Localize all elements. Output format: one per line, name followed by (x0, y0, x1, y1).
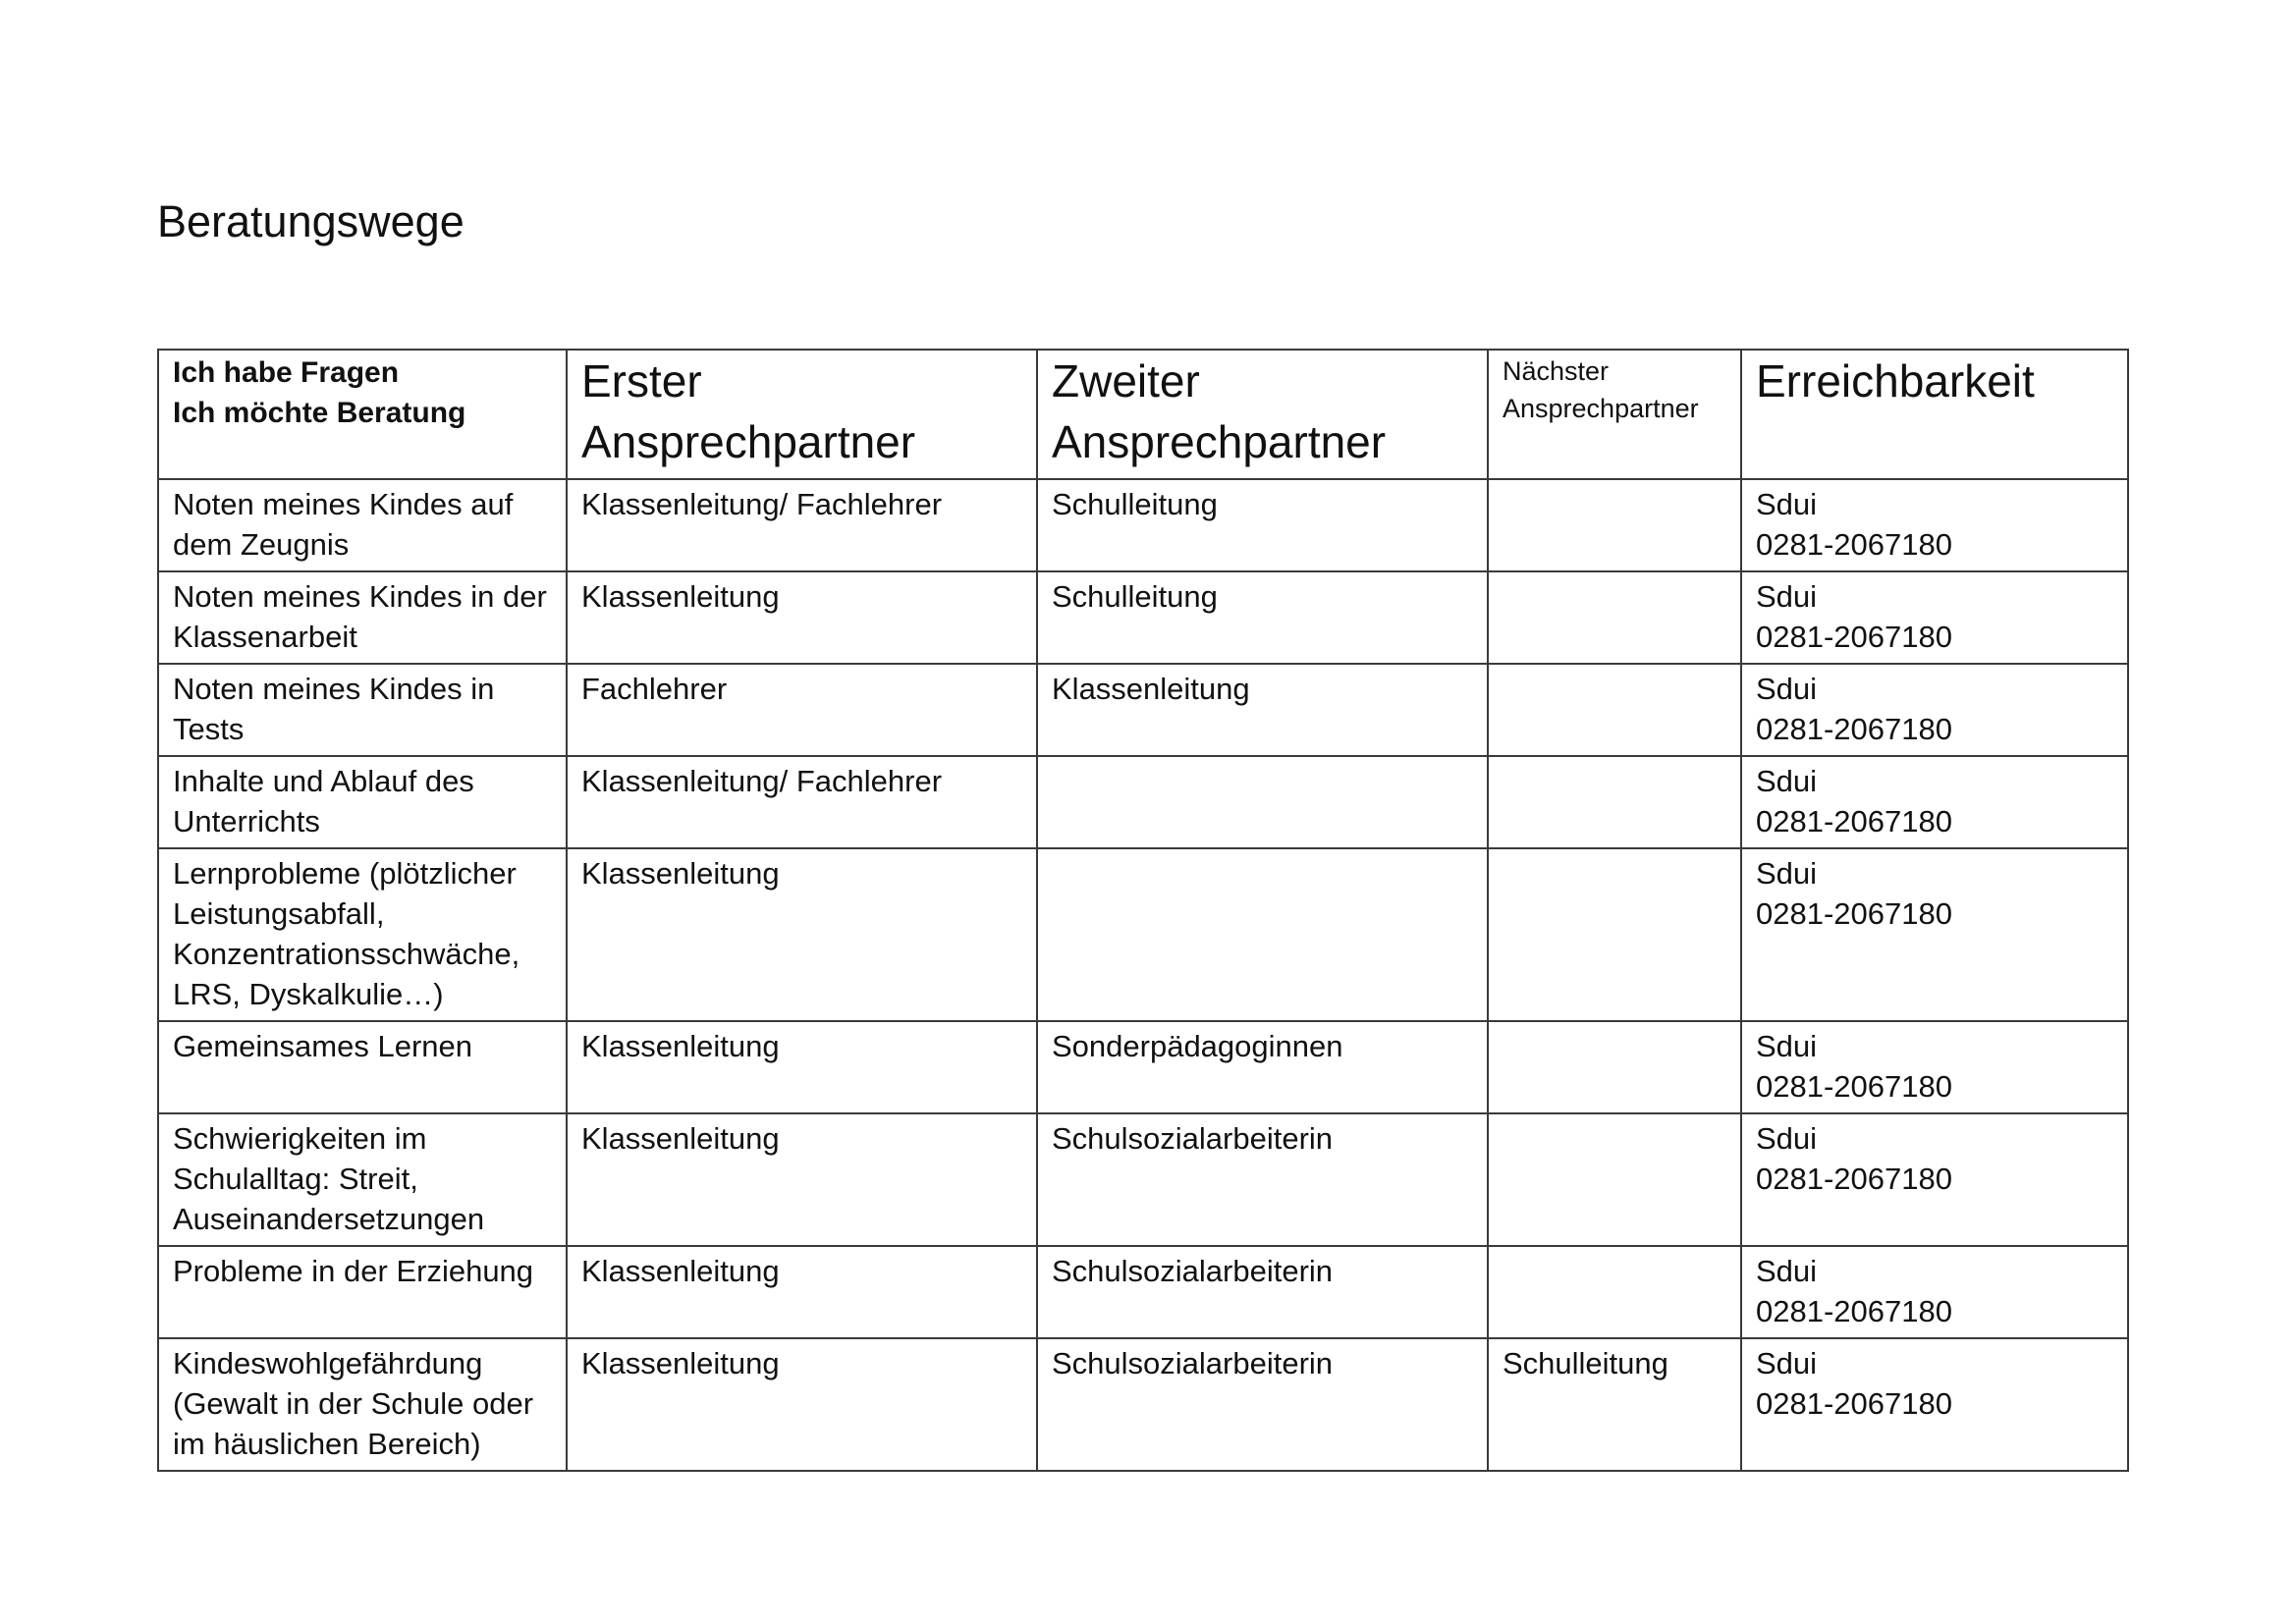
table-row (158, 1021, 2128, 1113)
header-next-contact: Nächster Ansprechpartner (1488, 350, 1741, 479)
cell-second: Schulsozialarbeiterin (1037, 1246, 1488, 1338)
cell-first: Fachlehrer (567, 664, 1037, 756)
table-row (158, 1113, 2128, 1246)
cell-second: Schulsozialarbeiterin (1037, 1113, 1488, 1246)
reach-channel: Sdui (1756, 1254, 1818, 1288)
reach-channel: Sdui (1756, 764, 1818, 798)
table-row (158, 571, 2128, 664)
table-row (158, 756, 2128, 848)
counseling-table (157, 349, 2129, 1472)
header-second-contact: Zweiter Ansprechpartner (1037, 350, 1488, 479)
cell-reach (1741, 1338, 2128, 1471)
table-row (158, 664, 2128, 756)
cell-next (1488, 848, 1741, 1021)
cell-topic: Schwierigkeiten im Schulalltag: Streit, Auseinandersetzungen (158, 1113, 567, 1246)
header-topic (158, 350, 567, 479)
table-row (158, 1246, 2128, 1338)
header-topic-line1: Ich habe Fragen (173, 356, 400, 389)
reach-channel: Sdui (1756, 856, 1818, 891)
page-title: Beratungswege (157, 196, 465, 246)
cell-first: Klassenleitung (567, 1021, 1037, 1113)
reach-phone: 0281-2067180 (1756, 804, 1952, 839)
reach-channel: Sdui (1756, 672, 1818, 706)
cell-first: Klassenleitung (567, 571, 1037, 664)
reach-channel: Sdui (1756, 1121, 1818, 1156)
reach-channel: Sdui (1756, 487, 1818, 521)
header-topic-line2: Ich möchte Beratung (173, 397, 466, 429)
header-reachability: Erreichbarkeit (1741, 350, 2128, 479)
cell-reach (1741, 1113, 2128, 1246)
table-row (158, 1338, 2128, 1471)
cell-second: Klassenleitung (1037, 664, 1488, 756)
header-first-contact: Erster Ansprechpartner (567, 350, 1037, 479)
cell-first: Klassenleitung (567, 1113, 1037, 1246)
reach-channel: Sdui (1756, 579, 1818, 614)
cell-topic: Lernprobleme (plötzlicher Leistungsabfall, Konzentrationsschwäche, LRS, Dyskalkulie…) (158, 848, 567, 1021)
header-row (158, 350, 2128, 479)
cell-first: Klassenleitung/ Fachlehrer (567, 756, 1037, 848)
cell-reach (1741, 571, 2128, 664)
cell-second: Schulleitung (1037, 571, 1488, 664)
cell-reach (1741, 664, 2128, 756)
cell-first: Klassenleitung (567, 1246, 1037, 1338)
cell-second: Sonderpädagoginnen (1037, 1021, 1488, 1113)
cell-next (1488, 1113, 1741, 1246)
reach-phone: 0281-2067180 (1756, 1162, 1952, 1196)
cell-next (1488, 1021, 1741, 1113)
cell-second (1037, 848, 1488, 1021)
table-row (158, 848, 2128, 1021)
cell-next (1488, 664, 1741, 756)
reach-phone: 0281-2067180 (1756, 1294, 1952, 1328)
reach-phone: 0281-2067180 (1756, 620, 1952, 654)
cell-next (1488, 756, 1741, 848)
reach-channel: Sdui (1756, 1346, 1818, 1380)
reach-channel: Sdui (1756, 1029, 1818, 1063)
cell-first: Klassenleitung/ Fachlehrer (567, 479, 1037, 571)
cell-reach (1741, 1246, 2128, 1338)
cell-topic: Noten meines Kindes auf dem Zeugnis (158, 479, 567, 571)
cell-topic: Noten meines Kindes in Tests (158, 664, 567, 756)
cell-next (1488, 479, 1741, 571)
reach-phone: 0281-2067180 (1756, 1386, 1952, 1421)
reach-phone: 0281-2067180 (1756, 1069, 1952, 1104)
cell-topic: Kindeswohlgefährdung (Gewalt in der Schule oder im häuslichen Bereich) (158, 1338, 567, 1471)
cell-reach (1741, 848, 2128, 1021)
cell-reach (1741, 756, 2128, 848)
cell-first: Klassenleitung (567, 1338, 1037, 1471)
cell-next (1488, 1246, 1741, 1338)
cell-topic: Inhalte und Ablauf des Unterrichts (158, 756, 567, 848)
cell-topic: Probleme in der Erziehung (158, 1246, 567, 1338)
cell-second: Schulsozialarbeiterin (1037, 1338, 1488, 1471)
cell-second (1037, 756, 1488, 848)
cell-reach (1741, 1021, 2128, 1113)
cell-reach (1741, 479, 2128, 571)
cell-second: Schulleitung (1037, 479, 1488, 571)
table-row (158, 479, 2128, 571)
cell-next: Schulleitung (1488, 1338, 1741, 1471)
reach-phone: 0281-2067180 (1756, 527, 1952, 562)
cell-topic: Noten meines Kindes in der Klassenarbeit (158, 571, 567, 664)
reach-phone: 0281-2067180 (1756, 712, 1952, 746)
cell-next (1488, 571, 1741, 664)
reach-phone: 0281-2067180 (1756, 896, 1952, 931)
cell-first: Klassenleitung (567, 848, 1037, 1021)
cell-topic: Gemeinsames Lernen (158, 1021, 567, 1113)
